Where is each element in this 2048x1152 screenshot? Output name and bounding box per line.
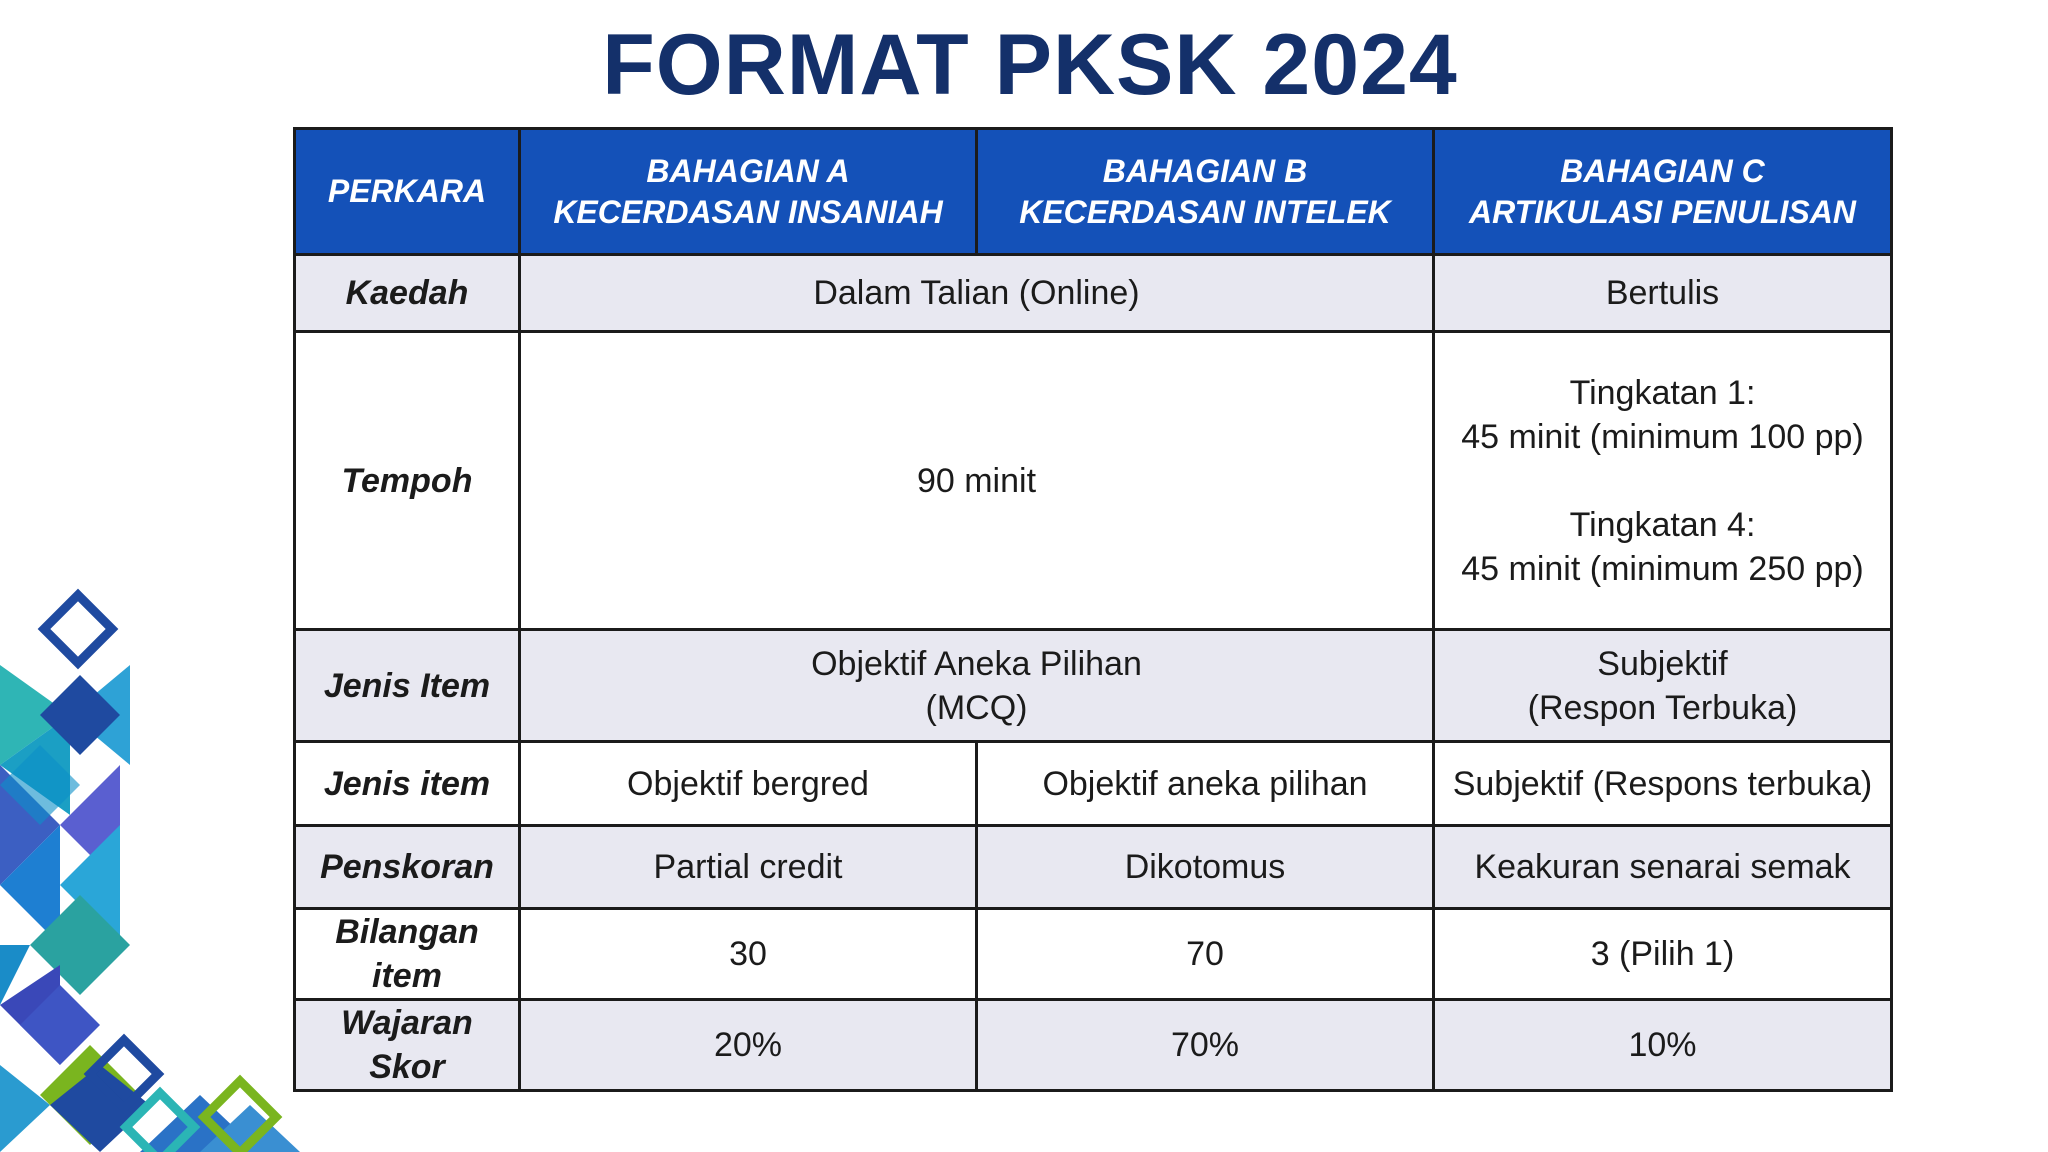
cell-line: 45 minit (minimum 100 pp)	[1461, 417, 1864, 456]
row-label	[295, 1000, 520, 1091]
header-bahagian-c	[1434, 129, 1892, 255]
table-row-bilangan-item	[295, 909, 1892, 1000]
header-perkara	[295, 129, 520, 255]
decorative-pattern	[0, 585, 330, 1152]
row-label: Jenis item	[295, 742, 520, 826]
table-cell: Partial credit	[520, 826, 977, 909]
table-cell: Objektif bergred	[520, 742, 977, 826]
header-text: KECERDASAN INSANIAH	[553, 193, 943, 230]
table-cell: Subjektif (Respons terbuka)	[1434, 742, 1892, 826]
table-cell: Dalam Talian (Online)	[520, 255, 1434, 332]
header-bahagian-b	[977, 129, 1434, 255]
table-cell: Bertulis	[1434, 255, 1892, 332]
table-cell: 90 minit	[520, 332, 1434, 630]
cell-line: item	[372, 957, 442, 995]
cell-line: Wajaran	[341, 1004, 473, 1042]
table-cell: 20%	[520, 1000, 977, 1091]
table-cell: 70	[977, 909, 1434, 1000]
header-text: BAHAGIAN B	[1102, 152, 1308, 189]
page-title: FORMAT PKSK 2024	[602, 17, 1458, 113]
table-header-row	[295, 129, 1892, 255]
cell-line: Objektif Aneka Pilihan	[811, 644, 1142, 683]
table-row-tempoh	[295, 332, 1892, 630]
row-label: Kaedah	[295, 255, 520, 332]
table-cell	[1434, 332, 1892, 630]
table-row-wajaran-skor	[295, 1000, 1892, 1091]
row-label: Penskoran	[295, 826, 520, 909]
cell-line: Tingkatan 1:	[1569, 373, 1756, 412]
cell-line: Skor	[369, 1048, 445, 1086]
table-cell: 10%	[1434, 1000, 1892, 1091]
table-cell	[520, 630, 1434, 742]
table-row-penskoran	[295, 826, 1892, 909]
table-cell: 30	[520, 909, 977, 1000]
cell-spacer	[1443, 459, 1882, 503]
table-cell: Objektif aneka pilihan	[977, 742, 1434, 826]
header-bahagian-a	[520, 129, 977, 255]
header-text: PERKARA	[327, 173, 487, 209]
pksk-format-table	[293, 127, 1893, 1092]
header-text: BAHAGIAN C	[1560, 152, 1765, 189]
row-label: Tempoh	[295, 332, 520, 630]
cell-line: 45 minit (minimum 250 pp)	[1461, 549, 1864, 588]
header-text: BAHAGIAN A	[646, 152, 850, 189]
table-cell: Dikotomus	[977, 826, 1434, 909]
table-row-jenis-item-detail	[295, 742, 1892, 826]
table-cell	[1434, 630, 1892, 742]
cell-line: (MCQ)	[925, 688, 1028, 727]
header-text: KECERDASAN INTELEK	[1019, 193, 1391, 230]
cell-line: Subjektif	[1597, 644, 1728, 683]
header-text: ARTIKULASI PENULISAN	[1469, 193, 1856, 230]
table-row-kaedah	[295, 255, 1892, 332]
table-row-jenis-item	[295, 630, 1892, 742]
row-label	[295, 909, 520, 1000]
table-cell: Keakuran senarai semak	[1434, 826, 1892, 909]
cell-line: Bilangan	[335, 913, 479, 951]
cell-line: Tingkatan 4:	[1569, 505, 1756, 544]
row-label: Jenis Item	[295, 630, 520, 742]
cell-line: (Respon Terbuka)	[1527, 688, 1798, 727]
table-cell: 70%	[977, 1000, 1434, 1091]
table-cell: 3 (Pilih 1)	[1434, 909, 1892, 1000]
